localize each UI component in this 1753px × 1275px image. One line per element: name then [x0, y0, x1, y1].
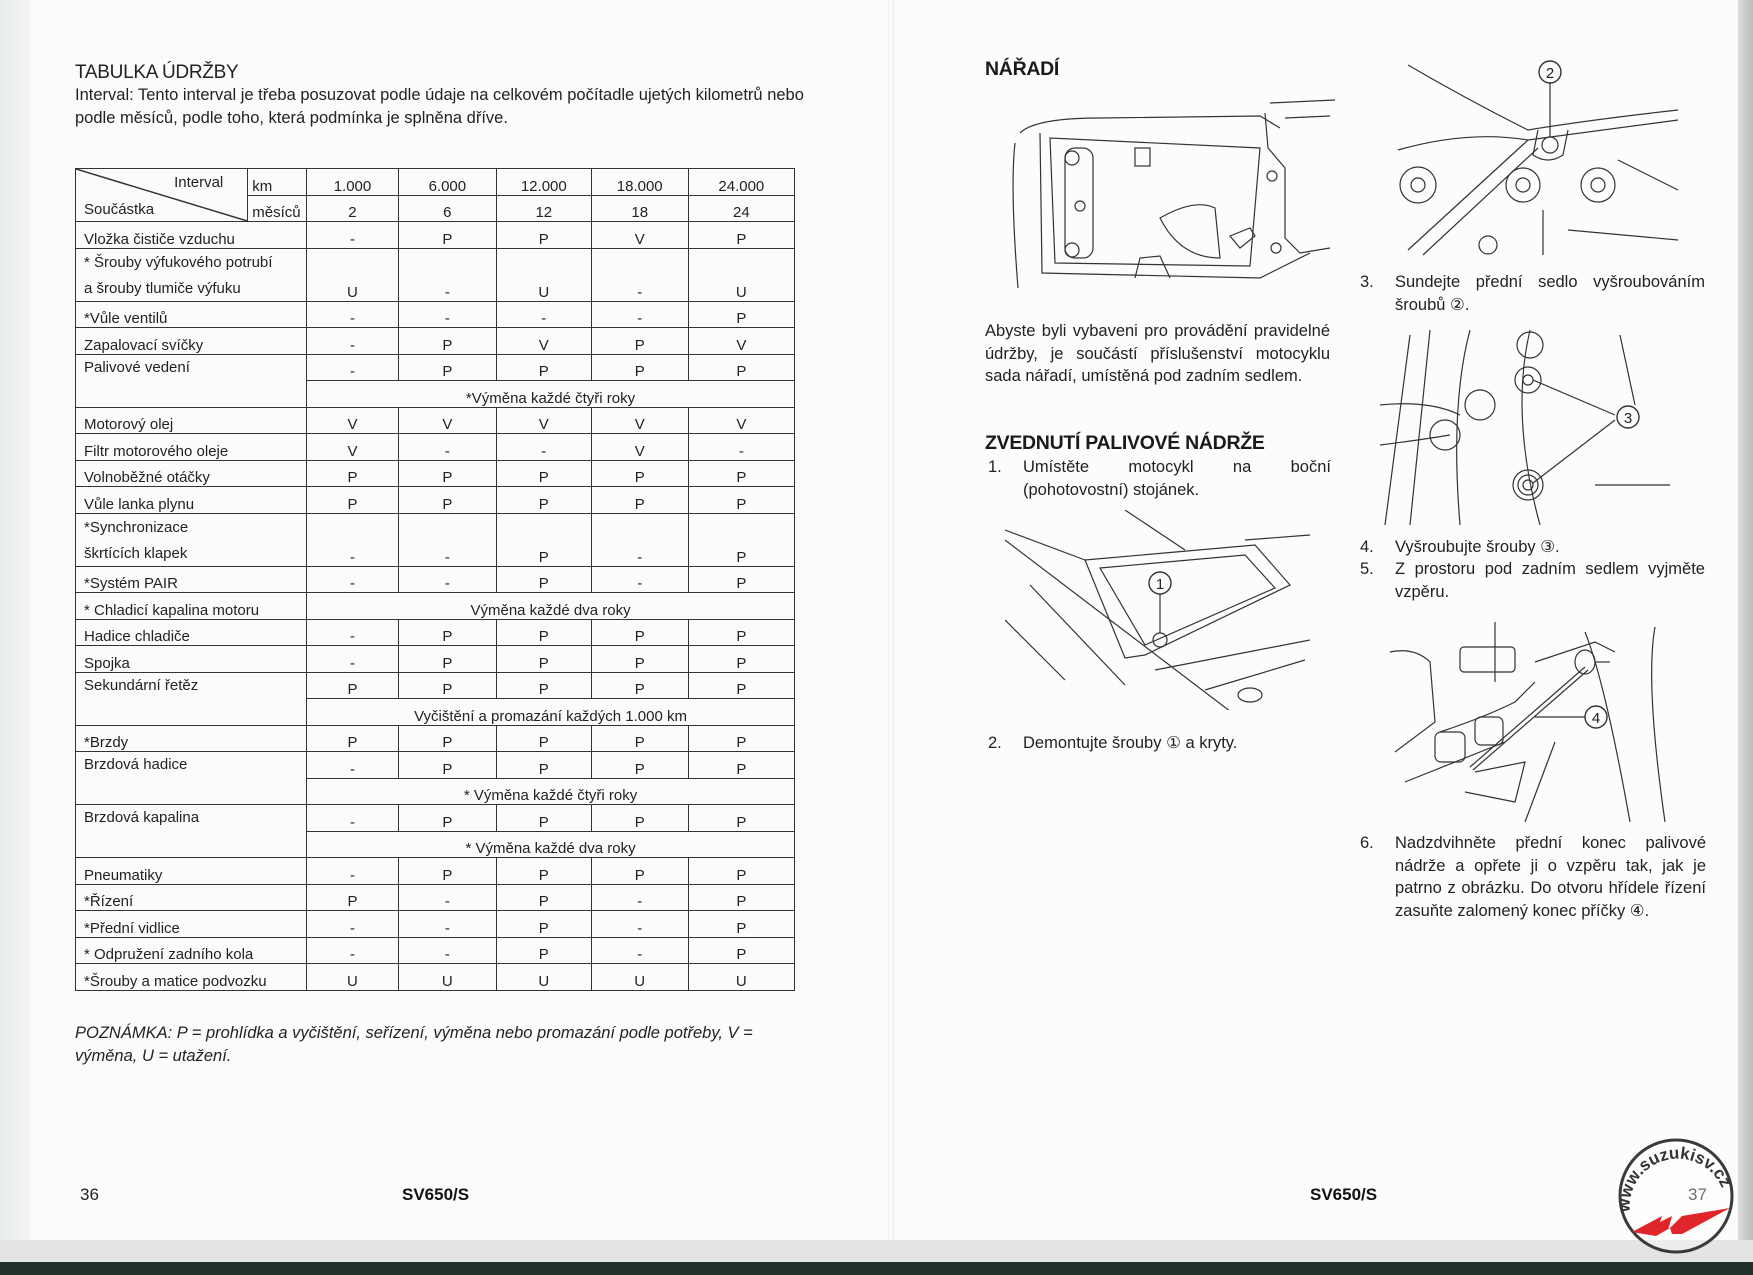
part-name-text: *Vůle ventilů [84, 310, 168, 327]
part-name-text: * Odpružení zadního kola [84, 946, 254, 963]
interval-value: P [591, 672, 688, 699]
table-row [76, 248, 795, 301]
interval-value: - [307, 858, 399, 885]
interval-value: - [307, 513, 399, 566]
maintenance-table [75, 168, 795, 991]
part-name-line2: škrtících klapek [84, 544, 188, 562]
months-value: 6 [398, 195, 496, 222]
interval-value: P [398, 328, 496, 355]
interval-value: - [307, 805, 399, 832]
interval-note: Vyčištění a promazání každých 1.000 km [307, 699, 795, 726]
interval-value: - [591, 301, 688, 328]
table-row [76, 513, 795, 566]
part-name-text: *Brzdy [84, 734, 129, 751]
figure-prop-rod-4 [1385, 622, 1685, 822]
km-value: 1.000 [307, 169, 399, 196]
interval-value: P [398, 805, 496, 832]
interval-value: P [591, 858, 688, 885]
interval-value: U [688, 248, 794, 301]
interval-value: P [496, 460, 591, 487]
km-value: 12.000 [496, 169, 591, 196]
interval-value: P [591, 752, 688, 779]
interval-value: - [591, 566, 688, 593]
interval-value: V [688, 407, 794, 434]
interval-value: P [688, 672, 794, 699]
interval-value: - [591, 937, 688, 964]
step-number: 6. [1360, 834, 1374, 852]
interval-value: P [496, 619, 591, 646]
interval-value: - [591, 884, 688, 911]
interval-value: - [307, 566, 399, 593]
part-name-text: *Systém PAIR [84, 575, 178, 592]
interval-value: U [496, 964, 591, 991]
table-row [76, 884, 795, 911]
step-number: 3. [1360, 273, 1374, 291]
figure-covers-screw-1 [1005, 510, 1310, 710]
table-row [76, 593, 795, 620]
interval-value: - [307, 619, 399, 646]
interval-value: U [307, 964, 399, 991]
table-row [76, 858, 795, 885]
interval-value: V [307, 434, 399, 461]
step-3 [1360, 271, 1705, 316]
km-value: 18.000 [591, 169, 688, 196]
interval-value: P [496, 646, 591, 673]
part-name [76, 805, 307, 858]
interval-value: P [688, 725, 794, 752]
watermark-url: www.suzukisv.cz [1614, 1143, 1736, 1213]
step-1 [988, 456, 1331, 501]
part-name [76, 222, 307, 249]
page-number-left: 36 [80, 1185, 99, 1204]
part-name-text: *Šrouby a matice podvozku [84, 972, 267, 990]
figure-screws-3 [1380, 325, 1680, 525]
interval-value: - [591, 248, 688, 301]
part-name [76, 725, 307, 752]
interval-value: P [398, 672, 496, 699]
step-text: Vyšroubujte šrouby ③. [1395, 538, 1560, 556]
callout-1: 1 [1155, 576, 1165, 593]
interval-value: P [496, 858, 591, 885]
interval-value: P [398, 752, 496, 779]
part-name [76, 593, 307, 620]
part-name [76, 858, 307, 885]
scanner-bed [0, 1262, 1753, 1275]
interval-value: P [688, 805, 794, 832]
table-row [76, 937, 795, 964]
interval-value: P [591, 805, 688, 832]
step-4 [1360, 536, 1705, 559]
model-footer-right: SV650/S [1310, 1185, 1378, 1204]
interval-value: P [591, 646, 688, 673]
interval-value: P [591, 725, 688, 752]
interval-value: P [496, 513, 591, 566]
intro-text: Tento interval je třeba posuzovat podle údaje na celkovém počítadle ujetých kilometrů nebo podle měsíců, podle toho, která podmínka je splněna dříve. [75, 86, 804, 127]
unit-months: měsíců [248, 195, 307, 222]
tools-paragraph: Abyste byli vybaveni pro provádění pravidelné údržby, je součástí příslušenství motocyklu sada nářadí, umístěná pod zadním sedlem. [985, 322, 1330, 385]
part-name [76, 328, 307, 355]
interval-value: P [688, 646, 794, 673]
interval-value: P [496, 487, 591, 514]
callout-3: 3 [1623, 410, 1633, 427]
part-name-line1: *Synchronizace [84, 518, 189, 536]
step-number: 5. [1360, 560, 1374, 578]
interval-value: P [307, 725, 399, 752]
interval-value: P [307, 487, 399, 514]
part-name [76, 407, 307, 434]
interval-value: P [688, 566, 794, 593]
interval-value: P [688, 354, 794, 381]
interval-value: P [496, 752, 591, 779]
table-row [76, 805, 795, 832]
interval-note: * Výměna každé dva roky [307, 831, 795, 858]
months-value: 2 [307, 195, 399, 222]
interval-note: * Výměna každé čtyři roky [307, 778, 795, 805]
tools-heading: NÁŘADÍ [985, 58, 1060, 80]
header-interval: Interval [174, 174, 224, 191]
interval-note: *Výměna každé čtyři roky [307, 381, 795, 408]
interval-value: - [307, 354, 399, 381]
interval-value: P [591, 460, 688, 487]
part-name [76, 937, 307, 964]
part-name-line1: * Šrouby výfukového potrubí [84, 253, 273, 271]
header-diagonal-cell [76, 169, 248, 222]
table-row [76, 725, 795, 752]
step-5 [1360, 558, 1705, 603]
interval-value: V [591, 434, 688, 461]
months-value: 24 [688, 195, 794, 222]
interval-value: - [496, 301, 591, 328]
interval-value: - [688, 434, 794, 461]
part-name-text: Vložka čističe vzduchu [84, 230, 235, 248]
watermark-logo [1612, 1132, 1740, 1260]
interval-value: - [307, 911, 399, 938]
step-6 [1360, 832, 1706, 922]
interval-value: - [307, 752, 399, 779]
interval-value: P [688, 937, 794, 964]
unit-km: km [248, 169, 307, 196]
table-row [76, 328, 795, 355]
page-edge-left [0, 0, 30, 1240]
interval-value: U [398, 964, 496, 991]
interval-value: - [496, 434, 591, 461]
step-text: Demontujte šrouby ① a kryty. [1023, 734, 1238, 752]
interval-value: P [496, 566, 591, 593]
interval-value: - [591, 513, 688, 566]
interval-value: P [688, 487, 794, 514]
interval-value: P [398, 354, 496, 381]
figure-tool-kit [1010, 88, 1340, 298]
part-name [76, 646, 307, 673]
table-row [76, 566, 795, 593]
interval-value: - [398, 884, 496, 911]
callout-2: 2 [1545, 65, 1555, 82]
table-note: POZNÁMKA: P = prohlídka a vyčištění, seřízení, výměna nebo promazání podle potřeby, V = výměna, U = utažení. [75, 1024, 753, 1065]
table-row [76, 222, 795, 249]
part-name-text: Zapalovací svíčky [84, 336, 204, 354]
table-row [76, 301, 795, 328]
step-number: 1. [988, 458, 1002, 476]
part-name-text: Filtr motorového oleje [84, 442, 229, 460]
page-edge-right [1738, 0, 1753, 1240]
table-row [76, 354, 795, 381]
interval-value: - [398, 434, 496, 461]
interval-value: P [307, 672, 399, 699]
step-number: 4. [1360, 538, 1374, 556]
interval-value: P [688, 301, 794, 328]
part-name [76, 566, 307, 593]
part-name-text: Hadice chladiče [84, 628, 190, 645]
interval-value: P [591, 487, 688, 514]
part-name [76, 964, 307, 991]
interval-value: P [496, 911, 591, 938]
intro-label: Interval: [75, 86, 134, 104]
interval-value: - [398, 911, 496, 938]
interval-value: P [496, 354, 591, 381]
interval-value: P [398, 619, 496, 646]
interval-value: - [307, 328, 399, 355]
km-value: 24.000 [688, 169, 794, 196]
interval-note: Výměna každé dva roky [307, 593, 795, 620]
interval-value: U [688, 964, 794, 991]
interval-value: P [398, 858, 496, 885]
page-title: TABULKA ÚDRŽBY [75, 62, 239, 83]
interval-value: P [688, 460, 794, 487]
interval-value: P [398, 487, 496, 514]
part-name-text: Spojka [84, 654, 130, 672]
table-header-km [76, 169, 795, 196]
interval-value: P [496, 805, 591, 832]
interval-value: P [591, 328, 688, 355]
interval-value: P [591, 619, 688, 646]
interval-value: - [398, 937, 496, 964]
table-row [76, 646, 795, 673]
interval-value: P [496, 937, 591, 964]
interval-value: P [688, 911, 794, 938]
months-value: 18 [591, 195, 688, 222]
interval-value: P [398, 460, 496, 487]
part-name-text: Brzdová hadice [84, 756, 188, 773]
table-row [76, 964, 795, 991]
table-row [76, 434, 795, 461]
part-name [76, 513, 307, 566]
step-text: Sundejte přední sedlo vyšroubováním šroubů ②. [1395, 273, 1705, 314]
part-name-text: Sekundární řetěz [84, 676, 199, 694]
part-name [76, 884, 307, 911]
interval-value: P [688, 752, 794, 779]
months-value: 12 [496, 195, 591, 222]
interval-value: P [688, 222, 794, 249]
part-name [76, 911, 307, 938]
interval-value: P [496, 672, 591, 699]
callout-4: 4 [1591, 710, 1601, 727]
interval-value: P [591, 354, 688, 381]
km-value: 6.000 [398, 169, 496, 196]
table-row [76, 911, 795, 938]
table-row [76, 460, 795, 487]
interval-value: - [591, 911, 688, 938]
part-name-text: * Chladicí kapalina motoru [84, 601, 260, 619]
table-row [76, 407, 795, 434]
interval-value: P [496, 222, 591, 249]
table-row [76, 672, 795, 699]
interval-value: P [398, 646, 496, 673]
interval-value: V [688, 328, 794, 355]
header-part: Součástka [84, 201, 155, 218]
part-name [76, 619, 307, 646]
step-text: Nadzdvihněte přední konec palivové nádrže a opřete ji o vzpěru tak, jak je patrno z obrázku. Do otvoru hřídele řízení zasuňte zalomený konec příčky ④. [1395, 834, 1706, 920]
interval-value: P [398, 725, 496, 752]
interval-value: P [496, 725, 591, 752]
page-bottom-shadow [0, 1240, 1753, 1262]
part-name [76, 752, 307, 805]
interval-value: - [307, 646, 399, 673]
interval-value: - [307, 301, 399, 328]
interval-value: P [398, 222, 496, 249]
interval-value: P [688, 884, 794, 911]
interval-value: - [307, 222, 399, 249]
step-text: Z prostoru pod zadním sedlem vyjměte vzpěru. [1395, 560, 1705, 601]
intro-paragraph [75, 84, 805, 130]
interval-value: U [496, 248, 591, 301]
table-row [76, 487, 795, 514]
step-text: Umístěte motocykl na boční (pohotovostní) stojánek. [1023, 458, 1331, 499]
part-name [76, 354, 307, 407]
interval-value: U [307, 248, 399, 301]
interval-value: - [398, 248, 496, 301]
step-2 [988, 732, 1331, 755]
part-name-text: Pneumatiky [84, 866, 163, 884]
model-footer-left: SV650/S [402, 1185, 470, 1204]
interval-value: P [688, 858, 794, 885]
part-name-text: Brzdová kapalina [84, 809, 200, 826]
part-name [76, 487, 307, 514]
part-name [76, 460, 307, 487]
interval-value: P [688, 513, 794, 566]
interval-value: P [688, 619, 794, 646]
suzukisv-logo-icon [1612, 1132, 1740, 1260]
book-gutter [888, 0, 894, 1240]
part-name [76, 301, 307, 328]
part-name-text: Motorový olej [84, 416, 174, 433]
interval-value: P [496, 884, 591, 911]
step-number: 2. [988, 734, 1002, 752]
interval-value: - [307, 937, 399, 964]
interval-value: - [398, 513, 496, 566]
interval-value: V [591, 407, 688, 434]
part-name-text: *Přední vidlice [84, 919, 180, 937]
part-name [76, 672, 307, 725]
interval-value: V [307, 407, 399, 434]
part-name-text: *Řízení [84, 893, 134, 910]
interval-value: U [591, 964, 688, 991]
interval-value: - [398, 301, 496, 328]
part-name-line2: a šrouby tlumiče výfuku [84, 279, 241, 297]
interval-value: P [307, 884, 399, 911]
part-name [76, 434, 307, 461]
table-row [76, 752, 795, 779]
table-row [76, 619, 795, 646]
interval-value: V [398, 407, 496, 434]
interval-value: V [591, 222, 688, 249]
part-name-text: Palivové vedení [84, 358, 190, 376]
lift-tank-heading: ZVEDNUTÍ PALIVOVÉ NÁDRŽE [985, 432, 1265, 454]
part-name-text: Vůle lanka plynu [84, 495, 195, 513]
interval-value: - [398, 566, 496, 593]
part-name-text: Volnoběžné otáčky [84, 469, 210, 486]
figure-front-seat-screw-2 [1388, 60, 1683, 265]
interval-value: P [307, 460, 399, 487]
interval-value: V [496, 328, 591, 355]
part-name [76, 248, 307, 301]
interval-value: V [496, 407, 591, 434]
